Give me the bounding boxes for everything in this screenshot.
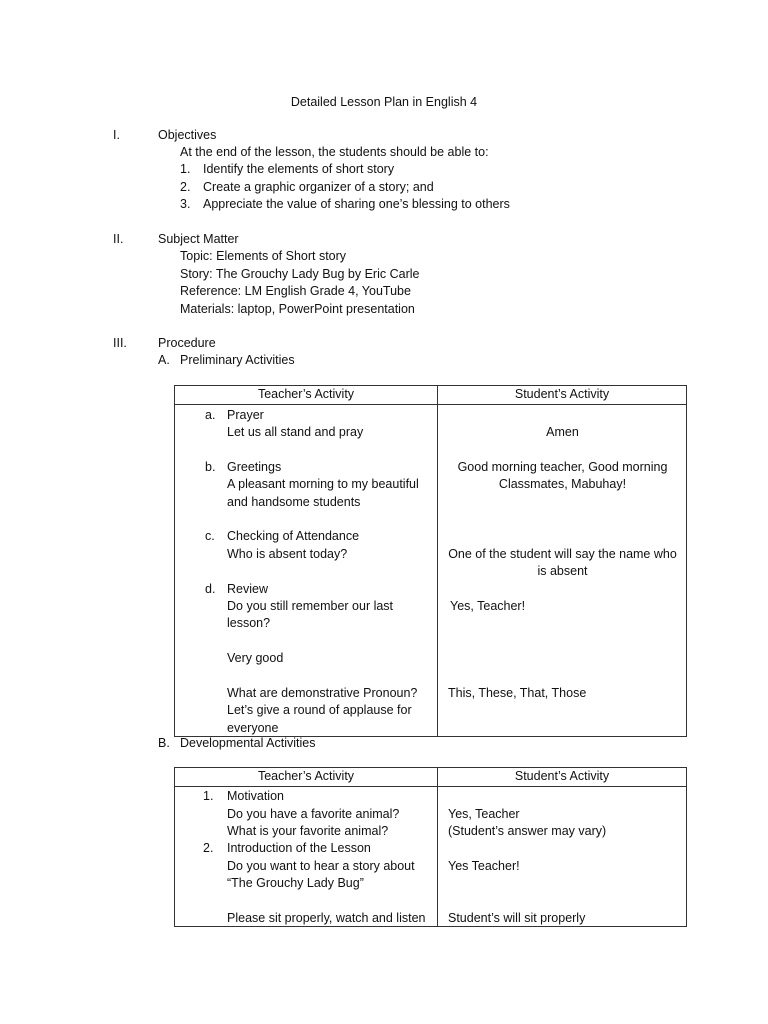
subject-matter-numeral: II. [113,232,124,246]
student-response: (Student’s answer may vary) [448,823,607,838]
activity-title: Greetings [227,459,282,474]
row-marker: 2. [203,840,214,855]
objective-text: Appreciate the value of sharing one’s blessing to others [203,197,510,211]
row-marker: 1. [203,788,214,803]
objectives-intro: At the end of the lesson, the students should be able to: [180,145,489,159]
teacher-line: lesson? [227,615,271,630]
activity-title: Review [227,581,268,596]
developmental-activities-table [174,767,687,927]
student-activity-header: Student’s Activity [438,386,687,405]
teacher-activity-cell [175,404,438,736]
teacher-line: What is your favorite animal? [227,823,389,838]
preliminary-heading: Preliminary Activities [180,353,295,367]
activity-title: Introduction of the Lesson [227,840,371,855]
subject-materials: Materials: laptop, PowerPoint presentation [180,302,415,316]
teacher-line: Do you want to hear a story about [227,858,415,873]
objectives-numeral: I. [113,128,120,142]
teacher-activity-header: Teacher’s Activity [175,386,438,405]
teacher-line: Please sit properly, watch and listen [227,910,426,925]
objective-number: 3. [180,197,191,211]
student-response: Good morning teacher, Good morning [457,459,668,474]
teacher-line: everyone [227,720,279,735]
objective-text: Identify the elements of short story [203,162,395,176]
subject-story: Story: The Grouchy Lady Bug by Eric Carle [180,267,420,281]
teacher-line: Let us all stand and pray [227,424,364,439]
teacher-line: Who is absent today? [227,546,348,561]
document-title: Detailed Lesson Plan in English 4 [290,95,478,109]
student-activity-cell [438,786,687,926]
student-activity-cell [438,404,687,736]
row-marker: a. [205,407,216,422]
preliminary-label: A. [158,353,170,367]
teacher-line: Let’s give a round of applause for [227,702,412,717]
row-marker: b. [205,459,216,474]
teacher-line: Very good [227,650,284,665]
student-response: One of the student will say the name who [448,546,677,561]
teacher-line: “The Grouchy Lady Bug” [227,875,364,890]
preliminary-activities-table [174,385,687,737]
row-marker: d. [205,581,216,596]
objective-number: 2. [180,180,191,194]
objective-number: 1. [180,162,191,176]
student-response: is absent [537,563,588,578]
teacher-line: Do you still remember our last [227,598,394,613]
subject-topic: Topic: Elements of Short story [180,249,347,263]
procedure-heading: Procedure [158,336,216,350]
teacher-activity-cell [175,786,438,926]
teacher-line: What are demonstrative Pronoun? [227,685,418,700]
teacher-line: and handsome students [227,494,361,509]
objective-text: Create a graphic organizer of a story; and [203,180,434,194]
activity-title: Checking of Attendance [227,528,360,543]
teacher-line: Do you have a favorite animal? [227,806,400,821]
developmental-heading: Developmental Activities [180,736,316,750]
procedure-numeral: III. [113,336,127,350]
row-marker: c. [205,528,215,543]
activity-title: Motivation [227,788,284,803]
student-response: Yes, Teacher! [450,598,526,613]
teacher-activity-header: Teacher’s Activity [175,768,438,787]
subject-reference: Reference: LM English Grade 4, YouTube [180,284,411,298]
objectives-heading: Objectives [158,128,217,142]
student-response: This, These, That, Those [448,685,587,700]
student-activity-header: Student’s Activity [438,768,687,787]
activity-title: Prayer [227,407,264,422]
student-response: Classmates, Mabuhay! [498,476,627,491]
teacher-line: A pleasant morning to my beautiful [227,476,419,491]
student-response: Student’s will sit properly [448,910,586,925]
subject-matter-heading: Subject Matter [158,232,239,246]
student-response: Yes Teacher! [448,858,520,873]
student-response: Yes, Teacher [448,806,520,821]
developmental-label: B. [158,736,170,750]
student-response: Amen [546,424,579,439]
